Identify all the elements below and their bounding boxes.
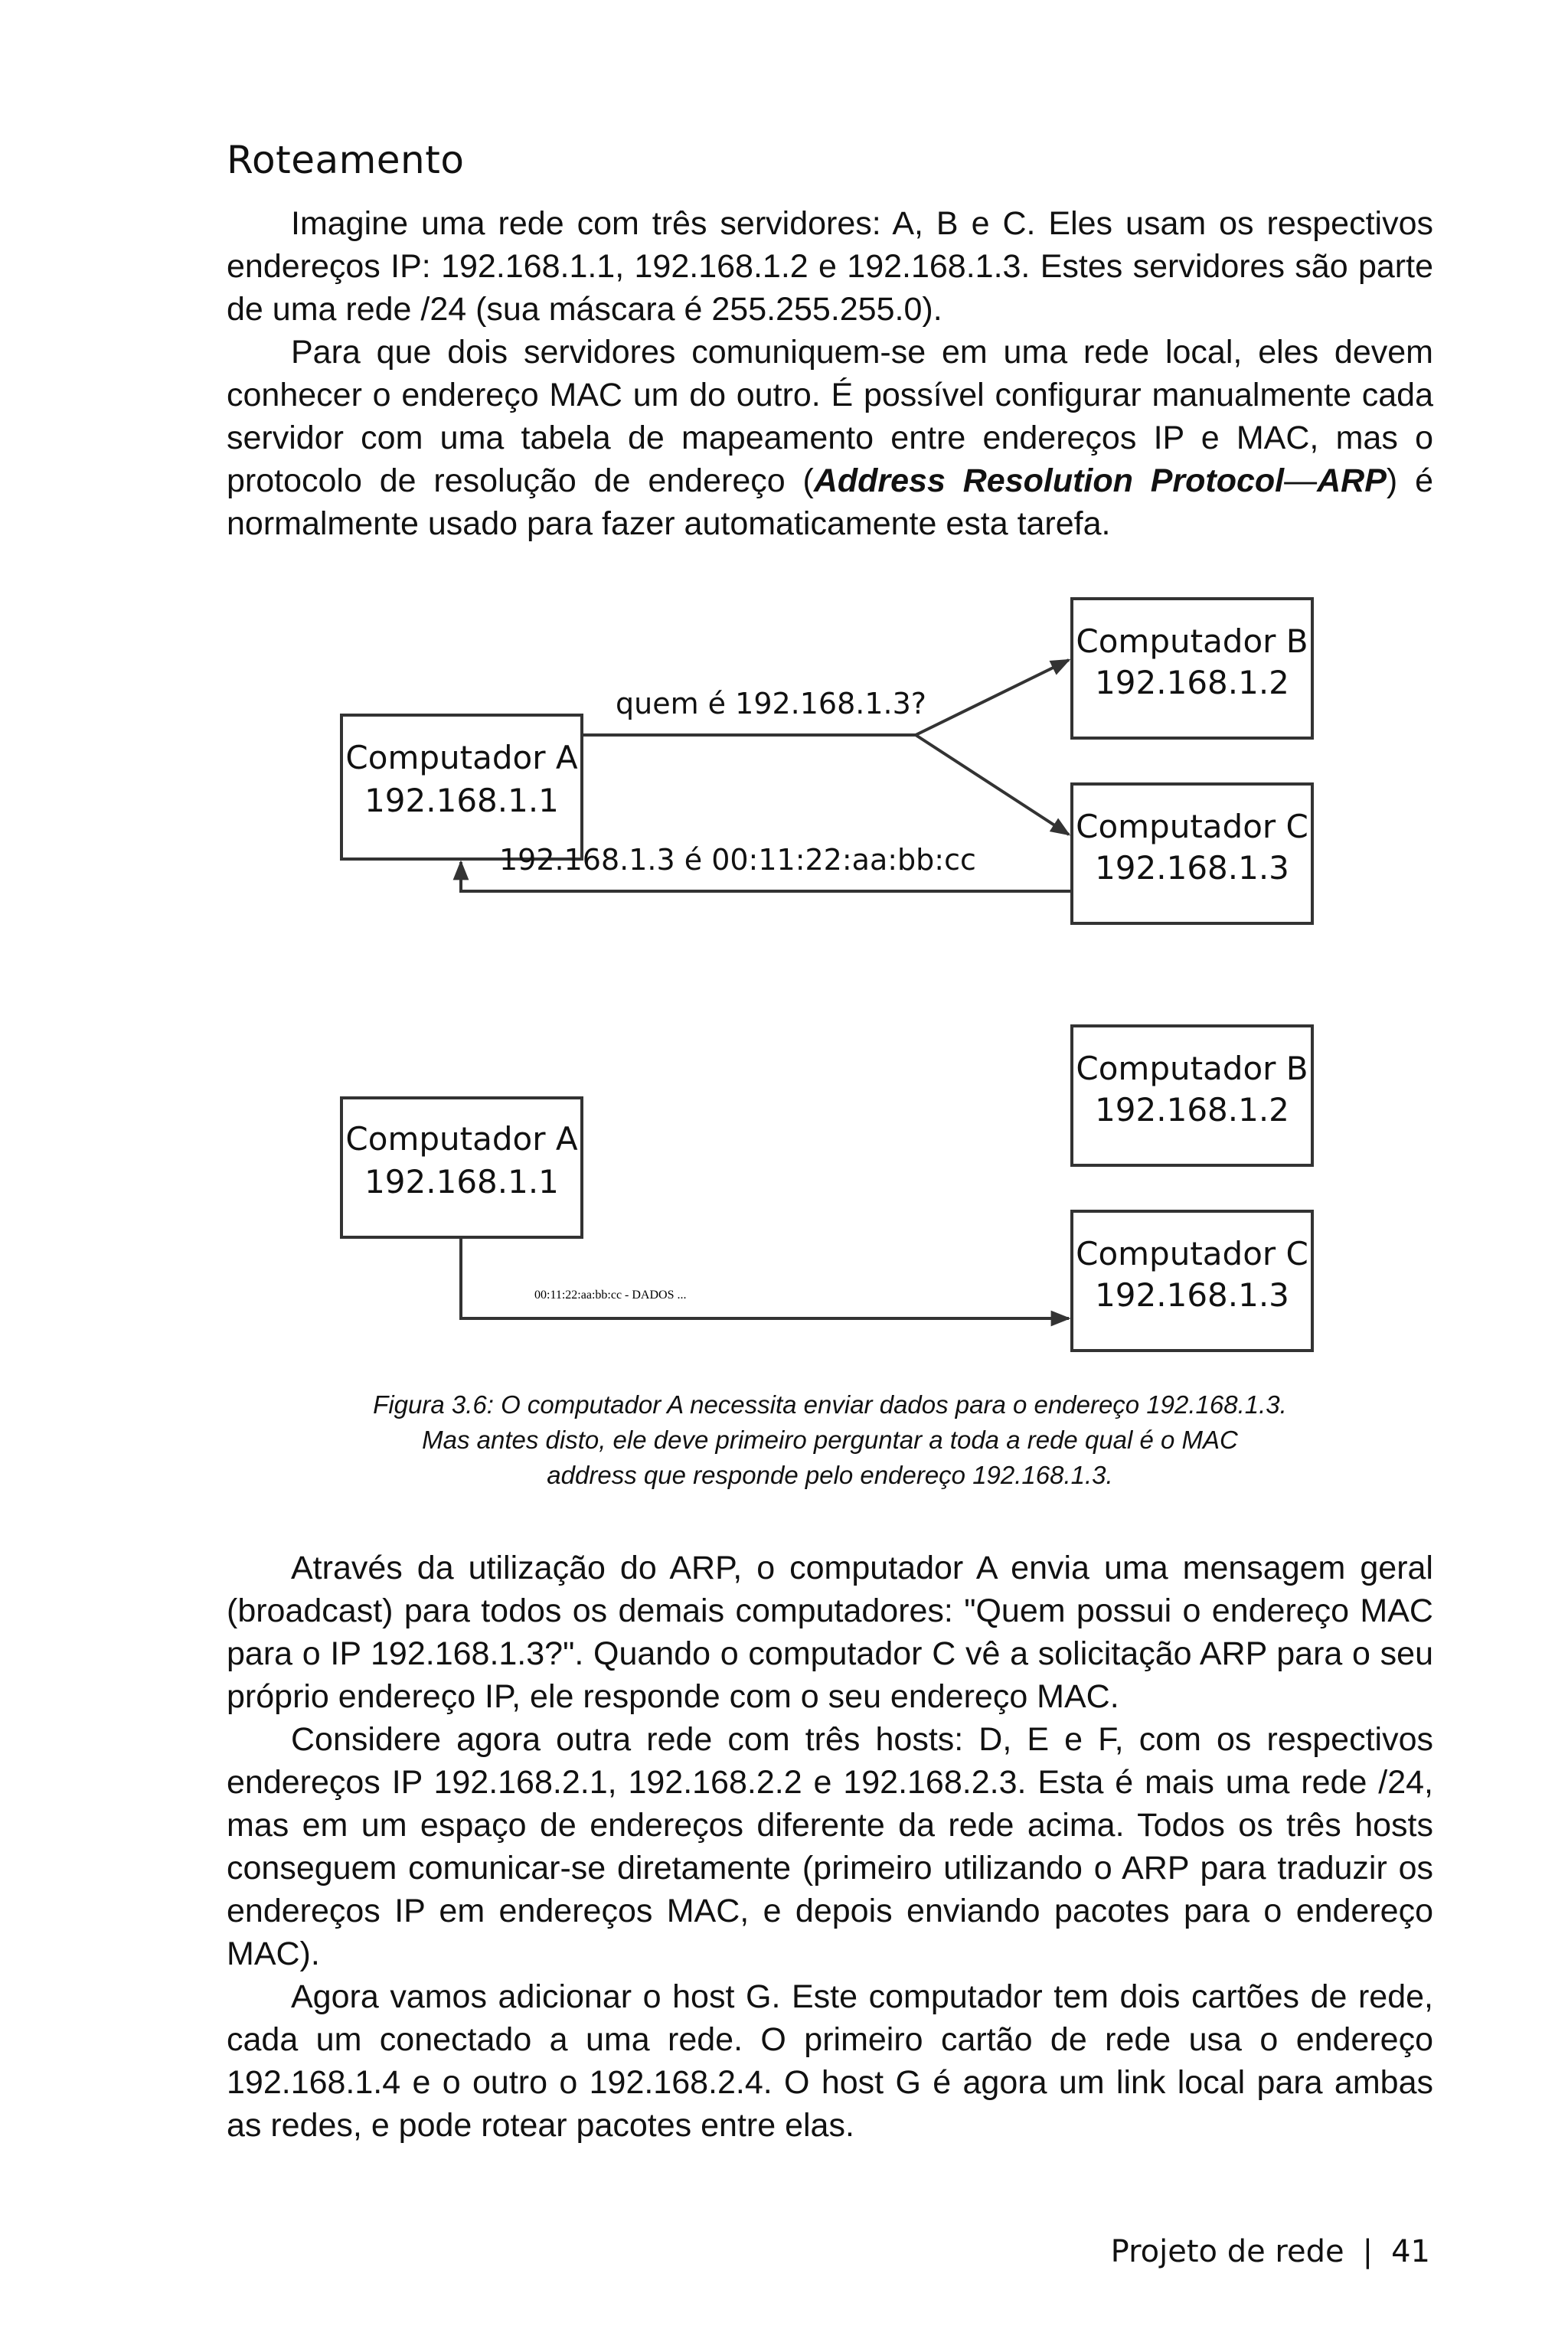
paragraph-3: Através da utilização do ARP, o computador A envia uma mensagem geral (broadcast) para todos os demais computadores: "Quem possui o endereço MAC para o IP 192.168.1.3?". Quando o computador C vê a solicitação ARP para o seu próprio endereço IP, ele responde com o seu endereço MAC.: [227, 1550, 1433, 1715]
paragraph-4: Considere agora outra rede com três hosts: D, E e F, com os respectivos endereços IP 192.168.2.1, 192.168.2.2 e 192.168.2.3. Esta é mais uma rede /24, mas em um espaço de endereços diferente da rede acima. Todos os três hosts conseguem comunicar-se diretamente (primeiro utilizando o ARP para traduzir os endereços IP em endereços MAC, e depois enviando pacotes para o endereço MAC).: [227, 1721, 1433, 1972]
computer-b-name: Computador B: [1076, 622, 1308, 660]
body-text: [227, 1547, 1433, 2147]
section-heading: Roteamento: [227, 138, 465, 182]
arp-term: Address Resolution Protocol: [813, 462, 1285, 499]
page-number: 41: [1391, 2234, 1430, 2269]
computer-c-name: Computador C: [1076, 808, 1308, 845]
computer-b-name-2: Computador B: [1076, 1050, 1308, 1087]
diagram-query-reply: [341, 599, 1312, 923]
caption-line-1: Figura 3.6: O computador A necessita enviar dados para o endereço 192.168.1.3.: [373, 1390, 1287, 1419]
query-arrow-to-c: [916, 735, 1069, 835]
computer-c-name-2: Computador C: [1076, 1235, 1308, 1272]
computer-a-ip: 192.168.1.1: [364, 782, 559, 819]
diagram-data-send: [341, 1026, 1312, 1351]
computer-b-ip: 192.168.1.2: [1095, 664, 1289, 701]
data-arrow: [461, 1237, 1069, 1318]
computer-b-ip-2: 192.168.1.2: [1095, 1091, 1289, 1129]
data-label-mac: 00:11:22:aa:bb:cc -: [534, 1289, 632, 1302]
query-label: quem é 192.168.1.3?: [616, 687, 926, 720]
caption-line-3: address que responde pelo endereço 192.168.1.3.: [547, 1461, 1113, 1489]
computer-a-name-2: Computador A: [345, 1120, 578, 1158]
arp-abbr: ARP: [1317, 462, 1387, 499]
computer-a-ip-2: 192.168.1.1: [364, 1163, 559, 1200]
computer-c-ip: 192.168.1.3: [1095, 849, 1289, 887]
footer-separator: |: [1362, 2234, 1374, 2269]
caption-line-2: Mas antes disto, ele deve primeiro perguntar a toda a rede qual é o MAC: [422, 1426, 1238, 1454]
reply-label: 192.168.1.3 é 00:11:22:aa:bb:cc: [499, 843, 976, 877]
data-label: [534, 1289, 687, 1302]
footer-section-title: Projeto de rede: [1110, 2234, 1344, 2269]
paragraph-2: Para que dois servidores comuniquem-se em uma rede local, eles devem conhecer o endereço MAC um do outro. É possível configurar manualmente cada servidor com uma tabela de mapeamento entre endereços IP e MAC, mas o protocolo de resolução de endereço (Address Resolution Protocol—ARP) é normalmente usado para fazer automaticamente esta tarefa.: [227, 334, 1433, 542]
figure-caption: [227, 1387, 1433, 1493]
computer-c-ip-2: 192.168.1.3: [1095, 1276, 1289, 1314]
paragraph-5: Agora vamos adicionar o host G. Este computador tem dois cartões de rede, cada um conectado a uma rede. O primeiro cartão de rede usa o endereço 192.168.1.4 e o outro o 192.168.2.4. O host G é agora um link local para ambas as redes, e pode rotear pacotes entre elas.: [227, 1978, 1433, 2144]
computer-a-name: Computador A: [345, 739, 578, 776]
paragraph-1: Imagine uma rede com três servidores: A, B e C. Eles usam os respectivos endereços IP: 192.168.1.1, 192.168.1.2 e 192.168.1.3. Estes servidores são parte de uma rede /24 (sua máscara é 255.255.255.0).: [227, 205, 1433, 328]
query-arrow-to-b: [916, 660, 1069, 735]
page-footer: [1111, 2234, 1430, 2269]
data-label-dados: DADOS ...: [632, 1289, 687, 1302]
